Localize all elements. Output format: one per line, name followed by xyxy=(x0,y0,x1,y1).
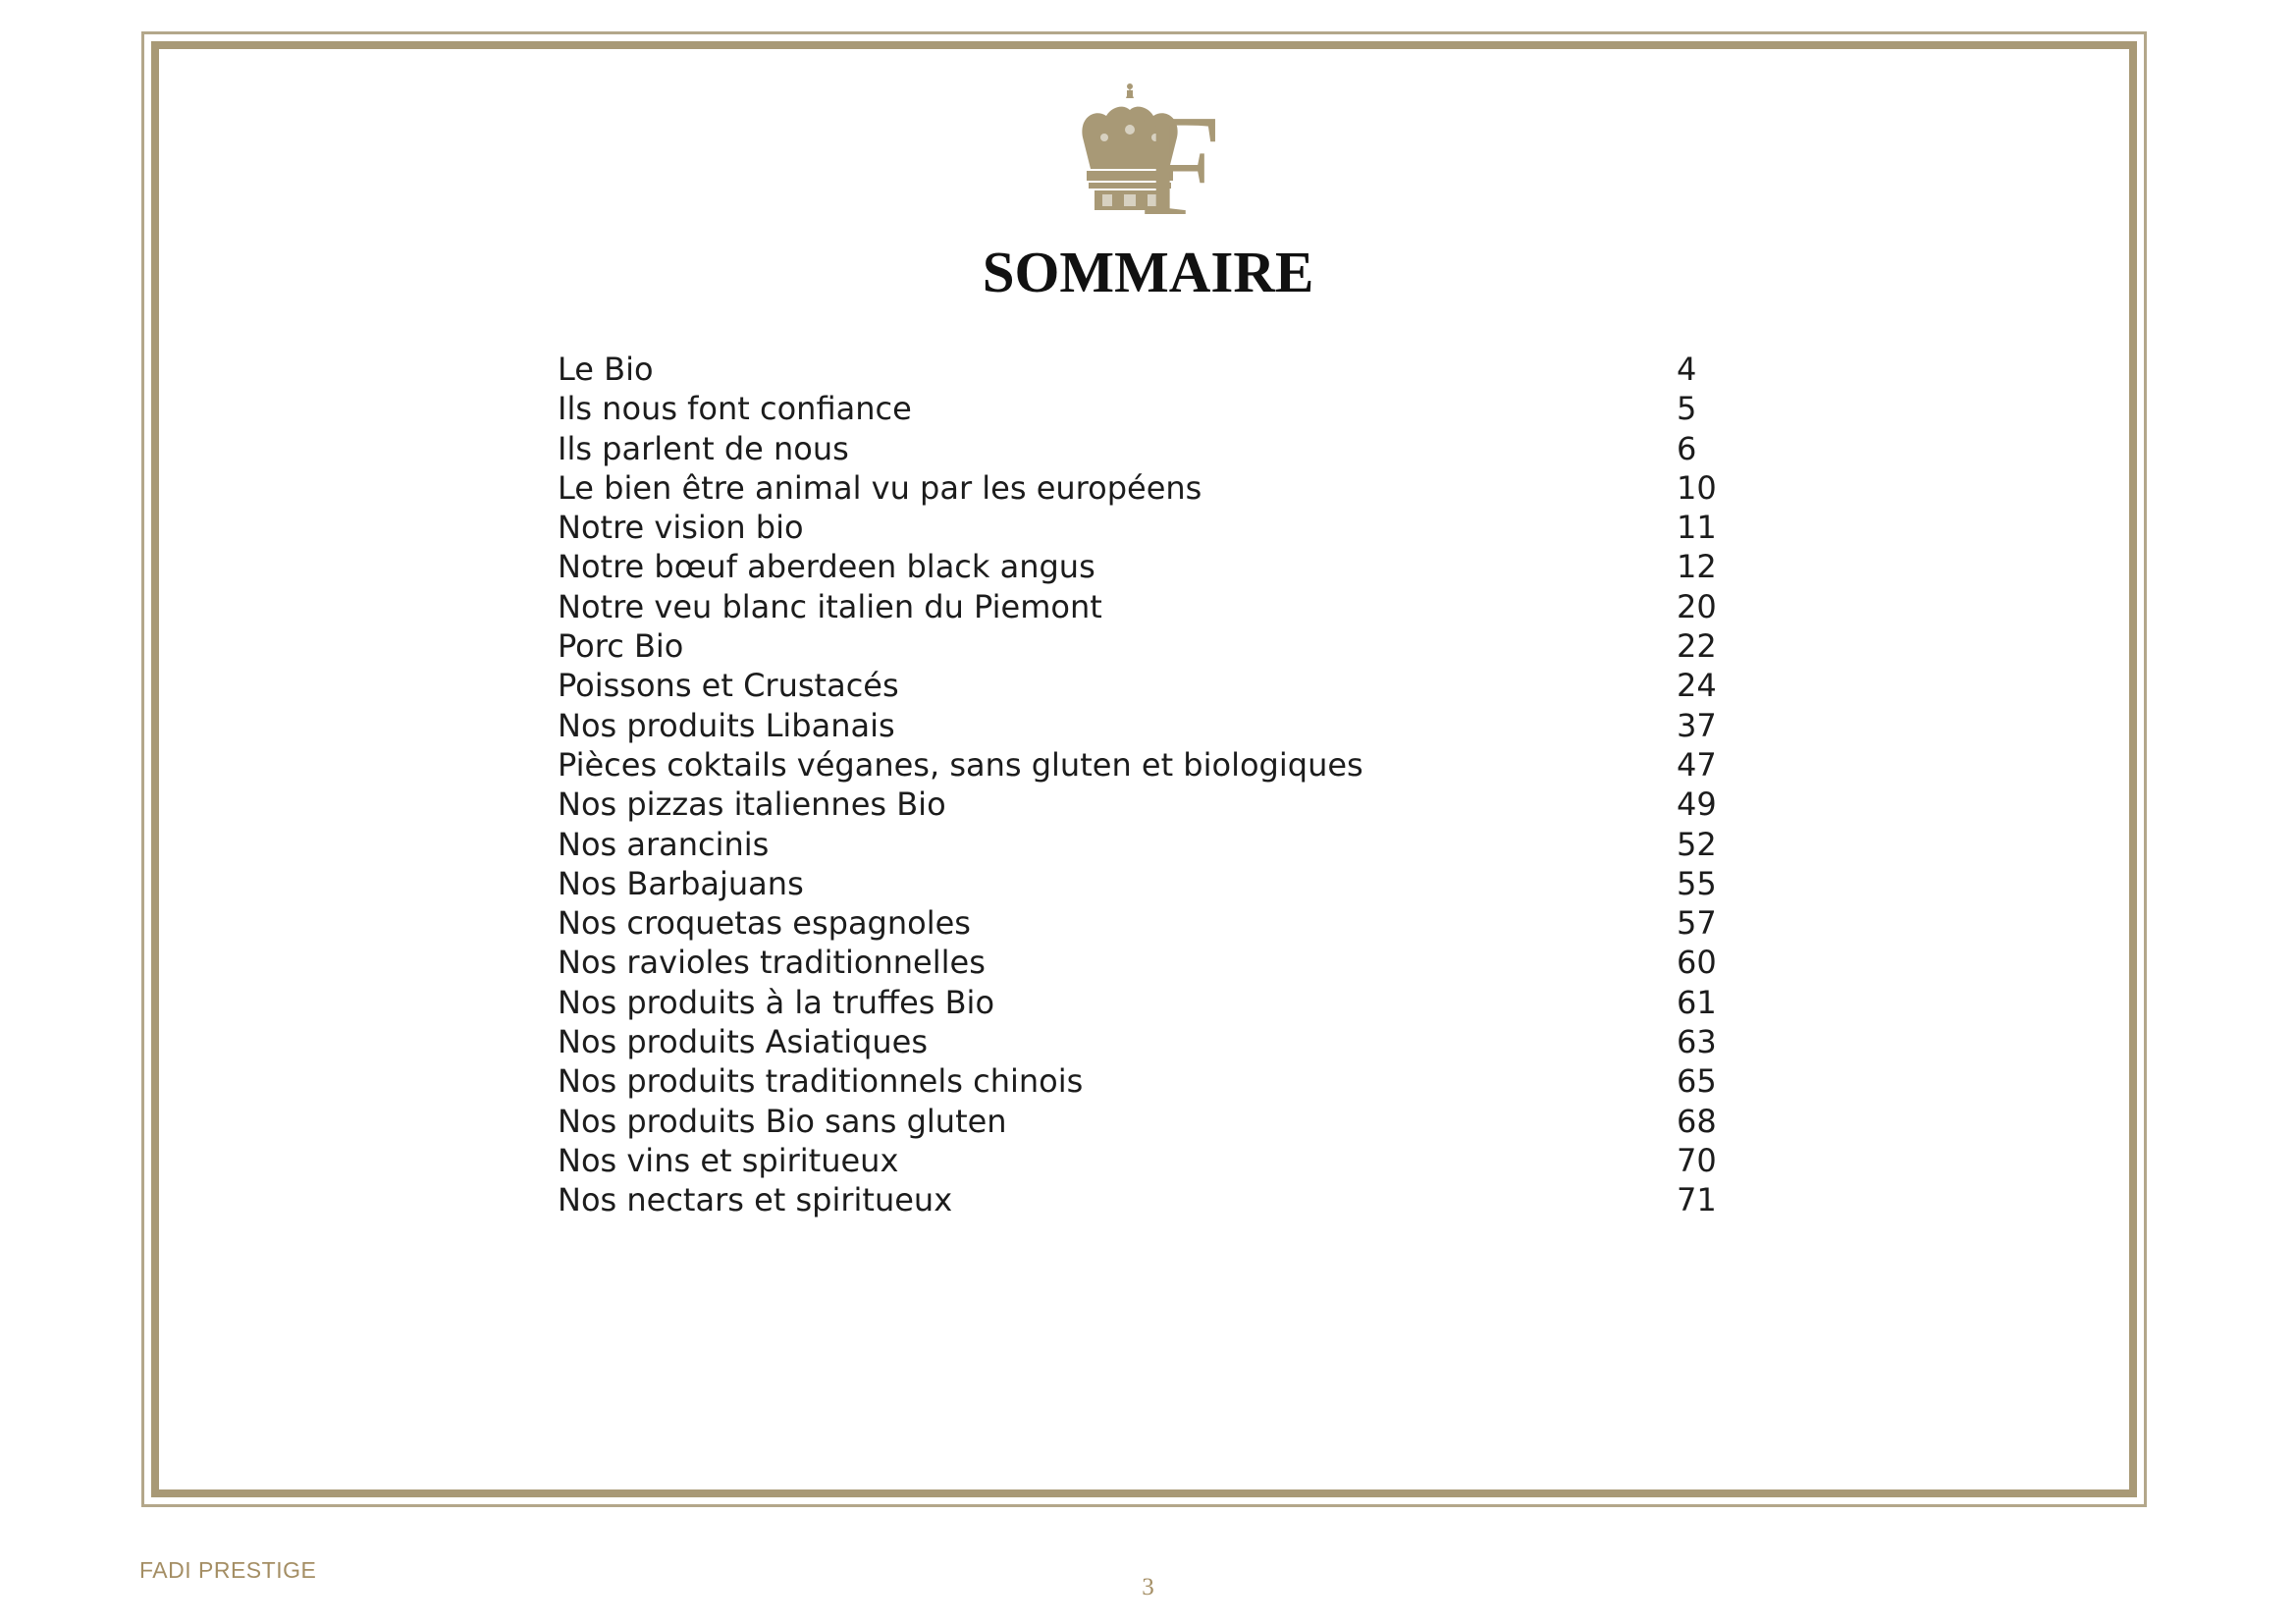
toc-entry[interactable] xyxy=(558,864,1735,903)
toc-entry[interactable] xyxy=(558,1061,1735,1101)
toc-entry[interactable] xyxy=(558,825,1735,864)
toc-entry-page: 61 xyxy=(1677,983,1717,1021)
toc-entry-page: 47 xyxy=(1677,745,1717,784)
toc-entry-label: Notre bœuf aberdeen black angus xyxy=(558,548,1095,586)
toc-entry-page: 52 xyxy=(1677,825,1717,863)
toc-entry[interactable] xyxy=(558,587,1735,626)
toc-entry[interactable] xyxy=(558,706,1735,745)
toc-entry[interactable] xyxy=(558,1022,1735,1061)
toc-entry-label: Poissons et Crustacés xyxy=(558,667,899,705)
toc-entry[interactable] xyxy=(558,666,1735,705)
toc-entry-label: Pièces coktails véganes, sans gluten et biologiques xyxy=(558,745,1363,784)
toc-entry-page: 10 xyxy=(1677,468,1717,507)
toc-entry-page: 6 xyxy=(1677,429,1697,467)
page-title: SOMMAIRE xyxy=(982,240,1314,304)
toc-entry-label: Nos croquetas espagnoles xyxy=(558,904,971,943)
toc-entry-label: Nos Barbajuans xyxy=(558,864,804,902)
toc-entry-label: Nos nectars et spiritueux xyxy=(558,1181,953,1219)
toc-entry-label: Nos produits Libanais xyxy=(558,706,895,744)
toc-entry[interactable] xyxy=(558,943,1735,982)
toc-entry-page: 4 xyxy=(1677,351,1697,388)
toc-entry-page: 68 xyxy=(1677,1102,1717,1140)
toc-entry-label: Notre vision bio xyxy=(558,509,804,547)
toc-entry-page: 49 xyxy=(1677,785,1717,824)
toc-entry-page: 63 xyxy=(1677,1023,1717,1061)
footer-brand: FADI PRESTIGE xyxy=(139,1557,317,1583)
toc-entry-label: Nos pizzas italiennes Bio xyxy=(558,785,946,824)
toc-entry[interactable] xyxy=(558,389,1735,428)
toc-entry-page: 20 xyxy=(1677,587,1717,625)
toc-entry-page: 71 xyxy=(1677,1181,1717,1219)
toc-entry-page: 22 xyxy=(1677,627,1717,666)
toc-entry-label: Le bien être animal vu par les européens xyxy=(558,468,1202,507)
toc-entry-page: 5 xyxy=(1677,390,1697,428)
toc-entry[interactable] xyxy=(558,429,1735,468)
toc-entry[interactable] xyxy=(558,1102,1735,1141)
toc-entry[interactable] xyxy=(558,983,1735,1022)
toc-entry[interactable] xyxy=(558,626,1735,666)
table-of-contents xyxy=(558,350,1735,1220)
toc-entry[interactable] xyxy=(558,1141,1735,1180)
toc-entry-label: Ils nous font confiance xyxy=(558,390,912,428)
toc-entry[interactable] xyxy=(558,468,1735,508)
logo-letter: F xyxy=(1140,85,1221,221)
toc-entry-page: 60 xyxy=(1677,944,1717,982)
toc-entry-label: Nos vins et spiritueux xyxy=(558,1141,899,1179)
toc-entry[interactable] xyxy=(558,508,1735,547)
toc-entry-page: 57 xyxy=(1677,904,1717,943)
toc-entry-page: 70 xyxy=(1677,1141,1717,1179)
toc-entry-page: 65 xyxy=(1677,1062,1717,1101)
crown-icon xyxy=(1065,79,1222,221)
toc-entry[interactable] xyxy=(558,1180,1735,1219)
toc-entry[interactable] xyxy=(558,745,1735,785)
toc-entry-page: 12 xyxy=(1677,548,1717,586)
toc-entry-label: Nos arancinis xyxy=(558,825,770,863)
toc-entry[interactable] xyxy=(558,785,1735,824)
toc-entry-page: 24 xyxy=(1677,667,1717,705)
toc-entry-label: Nos produits traditionnels chinois xyxy=(558,1062,1084,1101)
toc-entry-page: 11 xyxy=(1677,509,1717,547)
toc-entry-label: Nos produits Asiatiques xyxy=(558,1023,929,1061)
toc-entry-page: 55 xyxy=(1677,864,1717,902)
toc-entry-label: Porc Bio xyxy=(558,627,684,666)
toc-entry[interactable] xyxy=(558,350,1735,389)
toc-entry-label: Ils parlent de nous xyxy=(558,429,849,467)
brand-logo xyxy=(1065,79,1222,221)
toc-entry[interactable] xyxy=(558,547,1735,586)
toc-entry-page: 37 xyxy=(1677,706,1717,744)
toc-entry-label: Nos ravioles traditionnelles xyxy=(558,944,986,982)
toc-entry-label: Le Bio xyxy=(558,351,654,388)
toc-entry-label: Nos produits Bio sans gluten xyxy=(558,1102,1007,1140)
toc-entry-label: Notre veu blanc italien du Piemont xyxy=(558,587,1102,625)
toc-entry[interactable] xyxy=(558,903,1735,943)
toc-entry-label: Nos produits à la truffes Bio xyxy=(558,983,995,1021)
footer-page-number: 3 xyxy=(1142,1574,1154,1600)
